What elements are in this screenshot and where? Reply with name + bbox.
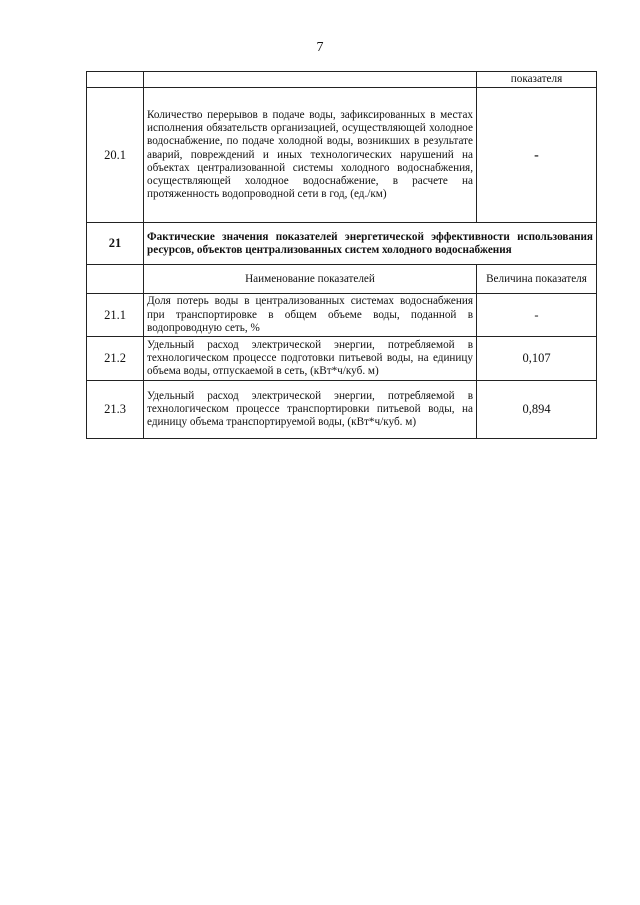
cell-empty	[87, 72, 144, 88]
table-row-20-1	[87, 88, 597, 223]
table-row-continuation-header	[87, 72, 597, 88]
indicators-table	[86, 71, 597, 439]
row-number: 21.3	[87, 381, 144, 439]
indicator-name: Удельный расход электрической энергии, потребляемой в технологическом процессе подготовки питьевой воды, на единицу объема воды, отпускаемой в сеть, (кВт*ч/куб. м)	[144, 337, 477, 381]
cell-empty	[87, 265, 144, 294]
section-title: Фактические значения показателей энергетической эффективности использования ресурсов, объектов централизованных систем холодного водоснабжения	[144, 223, 597, 265]
row-number: 21.1	[87, 294, 144, 337]
indicator-name: Удельный расход электрической энергии, потребляемой в технологическом процессе транспортировки питьевой воды, на единицу объема транспортируемой воды, (кВт*ч/куб. м)	[144, 381, 477, 439]
table-row-header-21	[87, 265, 597, 294]
section-number: 21	[87, 223, 144, 265]
row-number: 20.1	[87, 88, 144, 223]
indicator-name: Количество перерывов в подаче воды, зафиксированных в местах исполнения обязательств организацией, осуществляющей холодное водоснабжение, по подаче холодной воды, возникших в результате аварий, повреждений и иных технологических нарушений на объектах централизованной системы холодного водоснабжения, осуществляющей холодное водоснабжение, в расчете на протяженность водопроводной сети в год, (ед./км)	[144, 88, 477, 223]
row-number: 21.2	[87, 337, 144, 381]
header-indicator-name: Наименование показателей	[144, 265, 477, 294]
indicator-value: 0,894	[477, 381, 597, 439]
table-row-21-3	[87, 381, 597, 439]
header-value-continuation: показателя	[477, 72, 597, 88]
indicator-value: -	[477, 88, 597, 223]
indicator-value: -	[477, 294, 597, 337]
indicator-value: 0,107	[477, 337, 597, 381]
table-row-21-2	[87, 337, 597, 381]
table-row-21-1	[87, 294, 597, 337]
indicator-name: Доля потерь воды в централизованных системах водоснабжения при транспортировке в общем объеме воды, поданной в водопроводную сеть, %	[144, 294, 477, 337]
header-indicator-value: Величина показателя	[477, 265, 597, 294]
page-number: 7	[316, 40, 324, 55]
cell-empty	[144, 72, 477, 88]
table-row-section-21	[87, 223, 597, 265]
